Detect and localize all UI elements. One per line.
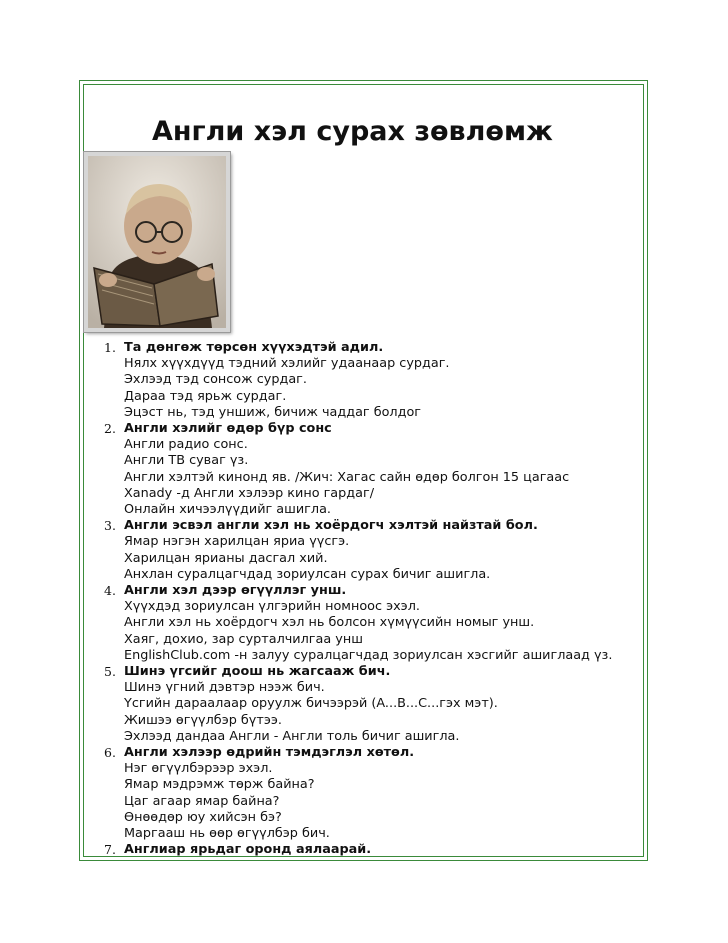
tip-line: Англи хэлтэй кинонд яв. /Жич: Хагас сайн өдөр болгон 15 цагаас <box>124 469 570 485</box>
tip-line: EnglishClub.com -н залуу суралцагчдад зориулсан хэсгийг ашиглаад үз. <box>124 647 613 663</box>
tip-number: 5. <box>104 664 116 680</box>
tip-line: Дараа тэд ярьж сурдаг. <box>124 388 287 404</box>
tip-line: Цаг агаар ямар байна? <box>124 793 280 809</box>
tip-heading: Англи хэл дээр өгүүллэг унш. <box>124 583 347 599</box>
tip-item <box>96 421 656 518</box>
tip-line: Шинэ үгний дэвтэр нээж бич. <box>124 680 325 696</box>
tip-line: Нэг өгүүлбэрээр эхэл. <box>124 761 273 777</box>
tip-number: 6. <box>104 745 116 761</box>
tip-line: Англи хэл нь хоёрдогч хэл нь болсон хүмүүсийн номыг унш. <box>124 615 535 631</box>
tip-line: Англи ТВ суваг үз. <box>124 453 249 469</box>
tip-line: Маргааш нь өөр өгүүлбэр бич. <box>124 826 330 842</box>
tip-line: Xanady -д Англи хэлээр кино гардаг/ <box>124 485 375 501</box>
tip-line: Үсгийн дараалаар оруулж бичээрэй (A...B...C...гэх мэт). <box>124 696 498 712</box>
tip-item <box>96 518 656 583</box>
tip-heading: Англиар ярьдаг оронд аялаарай. <box>124 842 372 858</box>
tip-line: Хаяг, дохио, зар сурталчилгаа унш <box>124 631 363 647</box>
tip-line: Жишээ өгүүлбэр бүтээ. <box>124 712 282 728</box>
tip-number: 3. <box>104 518 116 534</box>
tip-heading: Англи хэлээр өдрийн тэмдэглэл хөтөл. <box>124 745 415 761</box>
tip-heading: Та дөнгөж төрсөн хүүхэдтэй адил. <box>124 340 384 355</box>
tip-number: 1. <box>104 340 116 355</box>
tip-line: Харилцан ярианы дасгал хий. <box>124 550 328 566</box>
page-title: Англи хэл сурах зөвлөмж <box>152 116 553 147</box>
tip-heading: Шинэ үгсийг доош нь жагсааж бич. <box>124 664 391 680</box>
tip-number: 7. <box>104 842 116 858</box>
child-reading-image <box>88 156 226 328</box>
tip-item <box>96 745 656 842</box>
tip-line: Эхлээд дандаа Англи - Англи толь бичиг ашигла. <box>124 728 460 744</box>
tip-line: Англи радио сонс. <box>124 437 248 453</box>
tip-line: Нялх хүүхдүүд тэдний хэлийг удаанаар сурдаг. <box>124 356 450 372</box>
tip-number: 2. <box>104 421 116 437</box>
tip-line: Эцэст нь, тэд уншиж, бичиж чаддаг болдог <box>124 404 422 420</box>
child-reading-photo <box>84 152 230 332</box>
tips-list <box>96 340 656 859</box>
tip-item <box>96 664 656 745</box>
tip-line: Анхлан суралцагчдад зориулсан сурах бичиг ашигла. <box>124 566 491 582</box>
tip-line: Эхлээд тэд сонсож сурдаг. <box>124 372 307 388</box>
tip-number: 4. <box>104 583 116 599</box>
tip-line: Онлайн хичээлүүдийг ашигла. <box>124 502 331 518</box>
tip-item <box>96 340 656 421</box>
tip-line: Хүүхдэд зориулсан үлгэрийн номноос эхэл. <box>124 599 420 615</box>
tip-item <box>96 583 656 664</box>
tip-line: Ямар нэгэн харилцан яриа үүсгэ. <box>124 534 350 550</box>
tip-line: Өнөөдөр юу хийсэн бэ? <box>124 809 282 825</box>
tip-item <box>96 842 656 858</box>
tip-heading: Англи эсвэл англи хэл нь хоёрдогч хэлтэй найзтай бол. <box>124 518 538 534</box>
tip-line: Ямар мэдрэмж төрж байна? <box>124 777 315 793</box>
tip-heading: Англи хэлийг өдөр бүр сонс <box>124 421 332 437</box>
